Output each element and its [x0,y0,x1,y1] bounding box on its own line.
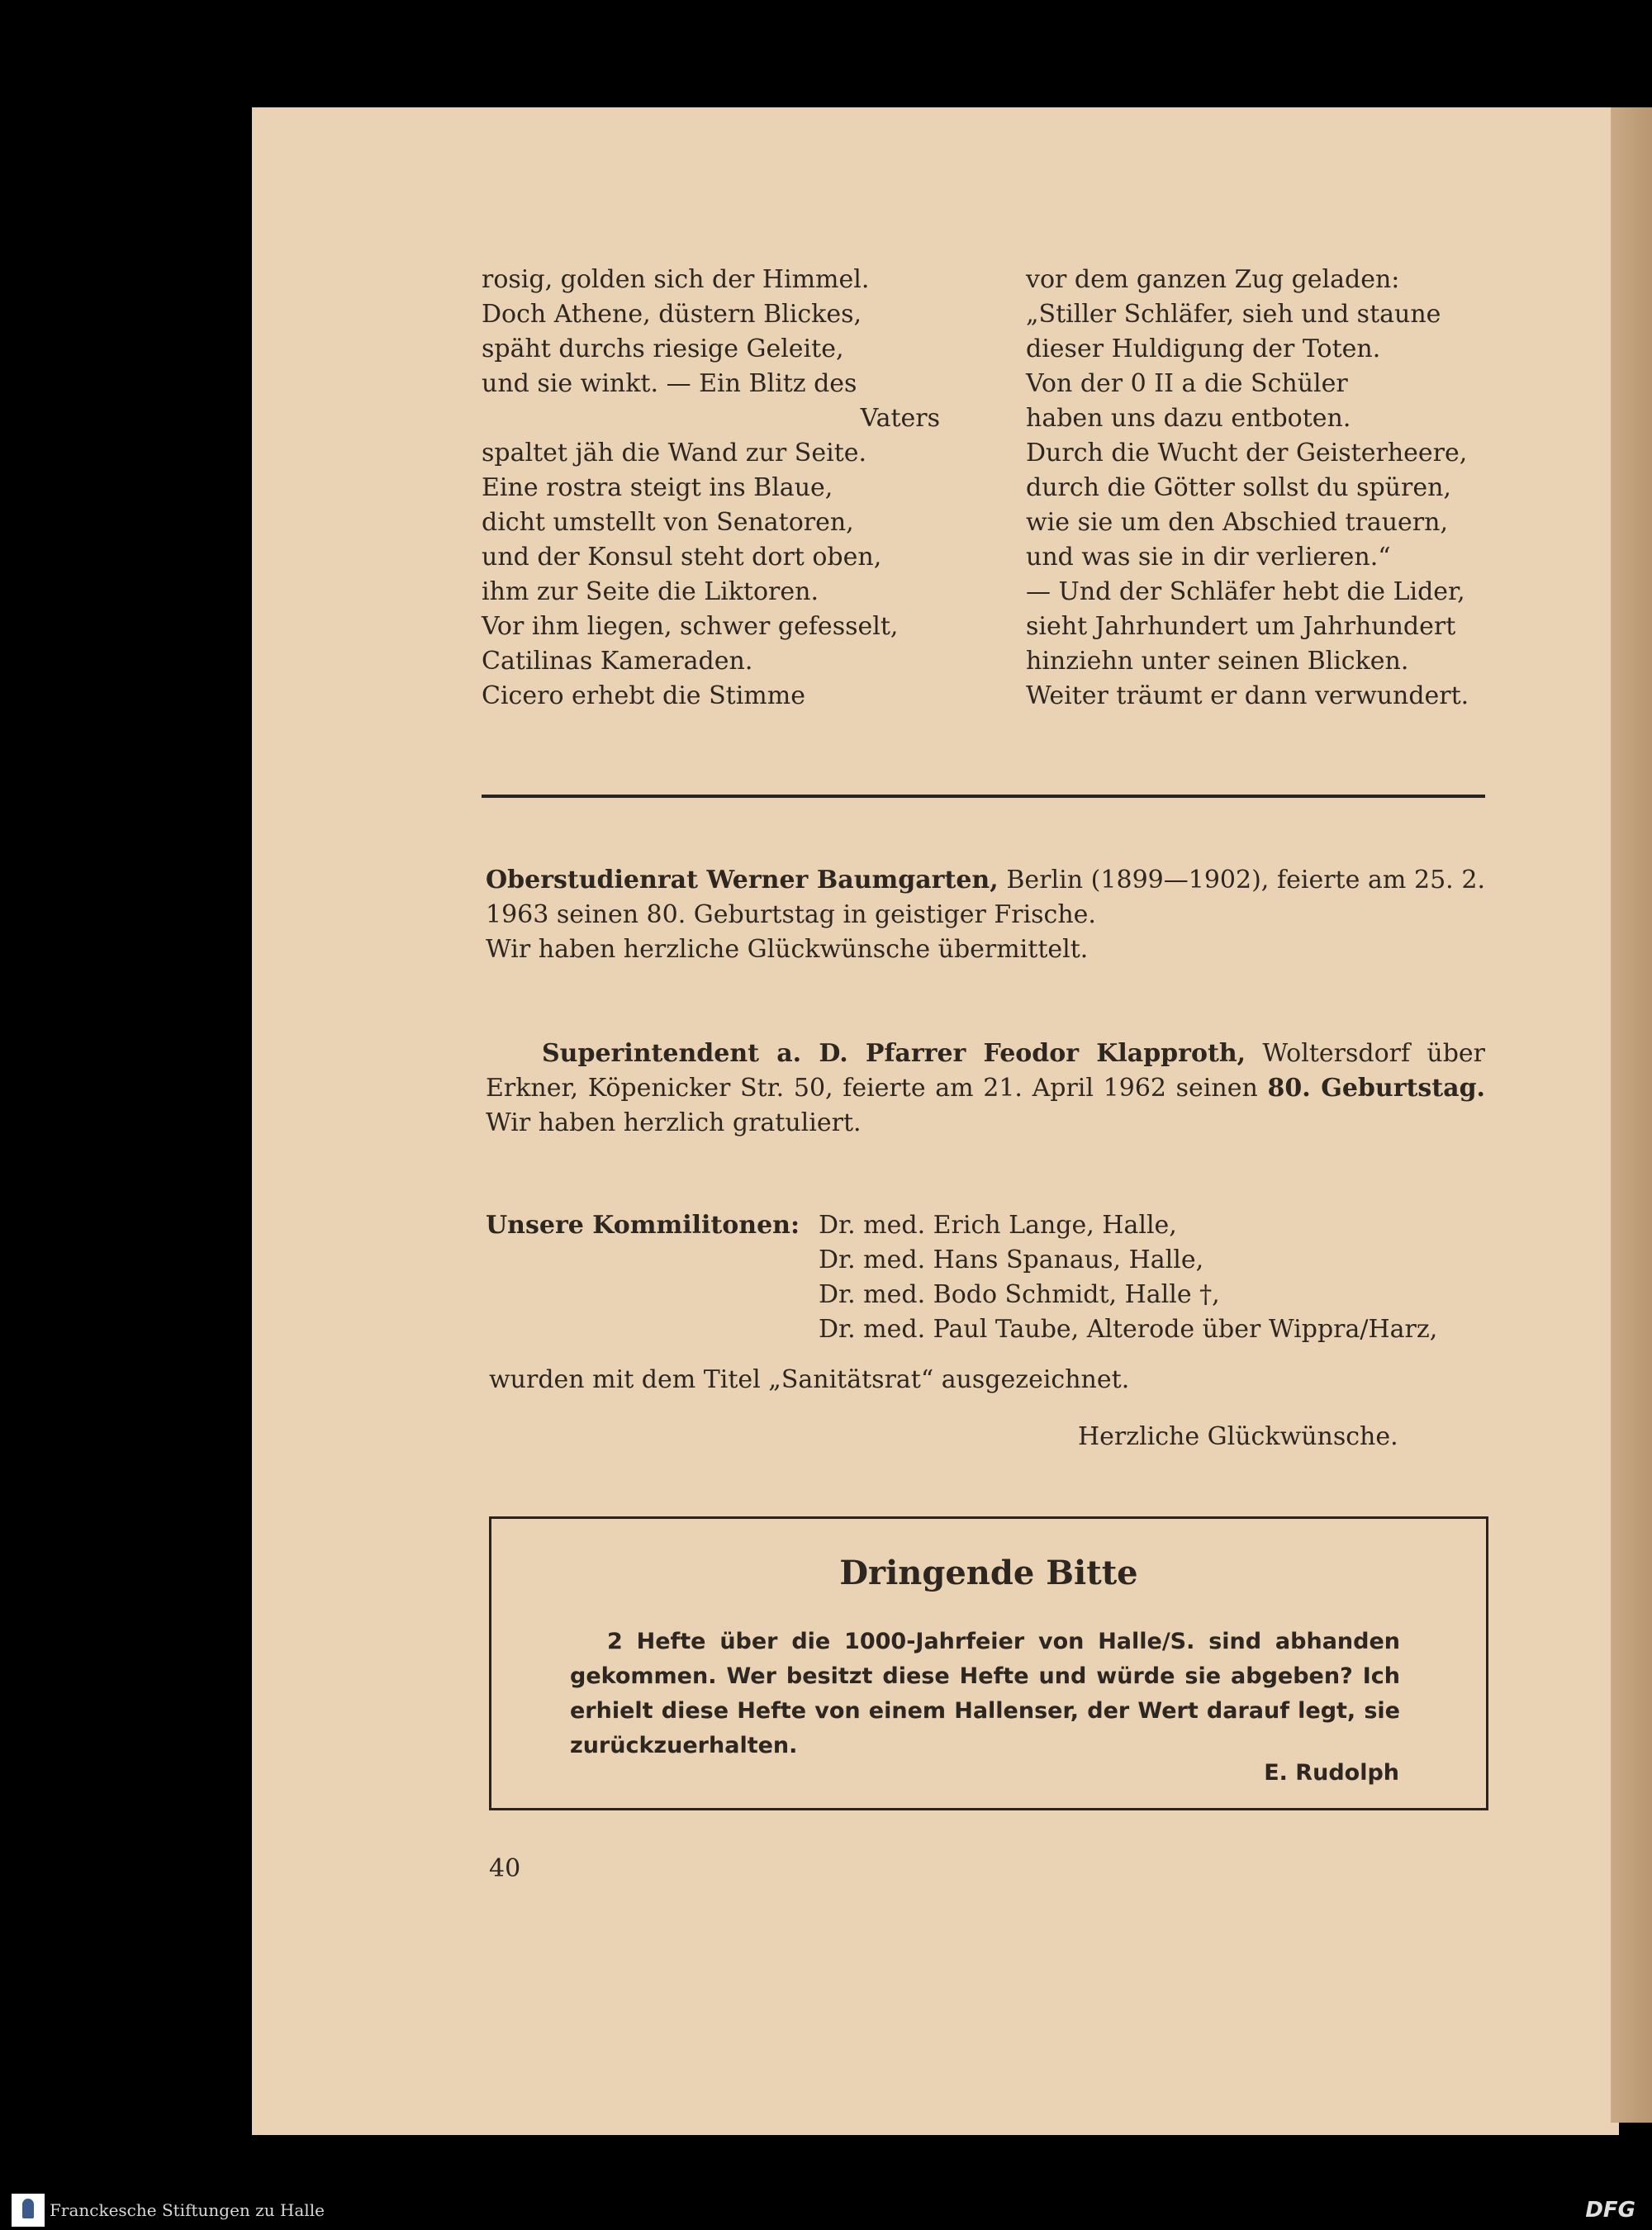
poem-line: und was sie in dir verlieren.“ [1026,543,1391,572]
poem-line: und sie winkt. — Ein Blitz des [482,369,857,398]
poem-line: sieht Jahrhundert um Jahrhundert [1026,612,1456,641]
poem-line: Weiter träumt er dann verwundert. [1026,681,1469,710]
list-item: Dr. med. Paul Taube, Alterode über Wippra/Harz, [819,1315,1438,1344]
award-text: wurden mit dem Titel „Sanitätsrat“ ausgezeichnet. [489,1365,1130,1394]
poem-line: spaltet jäh die Wand zur Seite. [482,439,867,467]
notice-name: Superintendent a. D. Pfarrer Feodor Klapproth, [542,1039,1246,1068]
notice-text: Woltersdorf über Erkner, Köpenicker Str. 50, feierte am 21. April 1962 seinen [486,1039,1485,1103]
poem-right-column [1026,263,1484,714]
page-edges-right [1611,107,1652,2123]
birthday-notice-baumgarten [486,863,1485,967]
kommilitonen-list [819,1208,1496,1347]
page-number: 40 [489,1854,521,1883]
poem-line: „Stiller Schläfer, sieh und staune [1026,300,1441,329]
poem-line: vor dem ganzen Zug geladen: [1026,265,1400,294]
poem-line: durch die Götter sollst du spüren, [1026,473,1451,502]
poem-line: Von der 0 II a die Schüler [1026,369,1348,398]
poem-line: Cicero erhebt die Stimme [482,681,805,710]
section-divider [482,795,1485,798]
institution-logo-icon [12,2194,45,2227]
poem-line: rosig, golden sich der Himmel. [482,265,870,294]
poem-line: Eine rostra steigt ins Blaue, [482,473,833,502]
list-item: Dr. med. Erich Lange, Halle, [819,1211,1177,1240]
notice-text: Wir haben herzliche Glückwünsche übermittelt. [486,935,1089,964]
kommilitonen-label: Unsere Kommilitonen: [486,1211,800,1240]
notice-text: Berlin (1899—1902), feierte am 25. 2. 1963 seinen 80. Geburtstag in geistiger Frische. [486,866,1486,929]
greeting-text: Herzliche Glückwünsche. [1078,1422,1398,1451]
dfg-logo: DFG [1585,2198,1635,2223]
viewer-footer [0,2190,1652,2230]
notice-name: Oberstudienrat Werner Baumgarten, [486,866,999,894]
notice-emphasis: 80. Geburtstag. [1267,1074,1485,1103]
poem-line: Vaters [860,404,940,433]
poem-line: dicht umstellt von Senatoren, [482,508,854,537]
birthday-notice-klapproth [486,1037,1485,1141]
poem-line: Doch Athene, düstern Blickes, [482,300,862,329]
box-title: Dringende Bitte [839,1554,1138,1592]
poem-line: Vor ihm liegen, schwer gefesselt, [482,612,899,641]
poem-line: Catilinas Kameraden. [482,647,753,676]
poem-line: dieser Huldigung der Toten. [1026,334,1381,363]
poem-line: Durch die Wucht der Geisterheere, [1026,439,1468,467]
box-body [570,1625,1400,1763]
poem-line: — Und der Schläfer hebt die Lider, [1026,577,1465,606]
institution-name[interactable]: Franckesche Stiftungen zu Halle [50,2200,325,2220]
poem-line: hinziehn unter seinen Blicken. [1026,647,1409,676]
poem-line: späht durchs riesige Geleite, [482,334,844,363]
urgent-request-box [489,1516,1488,1810]
list-item: Dr. med. Hans Spanaus, Halle, [819,1245,1204,1274]
notice-text: Wir haben herzlich gratuliert. [486,1108,862,1137]
list-item: Dr. med. Bodo Schmidt, Halle †, [819,1280,1220,1309]
box-body-text: 2 Hefte über die 1000-Jahrfeier von Halle/S. sind abhanden gekommen. Wer besitzt diese Hefte und würde sie abgeben? Ich erhielt diese Hefte von einem Hallenser, der Wert darauf legt, sie zurückzuerhalten. [570,1629,1400,1758]
box-signature: E. Rudolph [1264,1760,1399,1786]
poem-line: haben uns dazu entboten. [1026,404,1351,433]
poem-line: und der Konsul steht dort oben, [482,543,882,572]
poem-left-column [482,263,940,714]
poem-line: wie sie um den Abschied trauern, [1026,508,1448,537]
poem-line: ihm zur Seite die Liktoren. [482,577,819,606]
